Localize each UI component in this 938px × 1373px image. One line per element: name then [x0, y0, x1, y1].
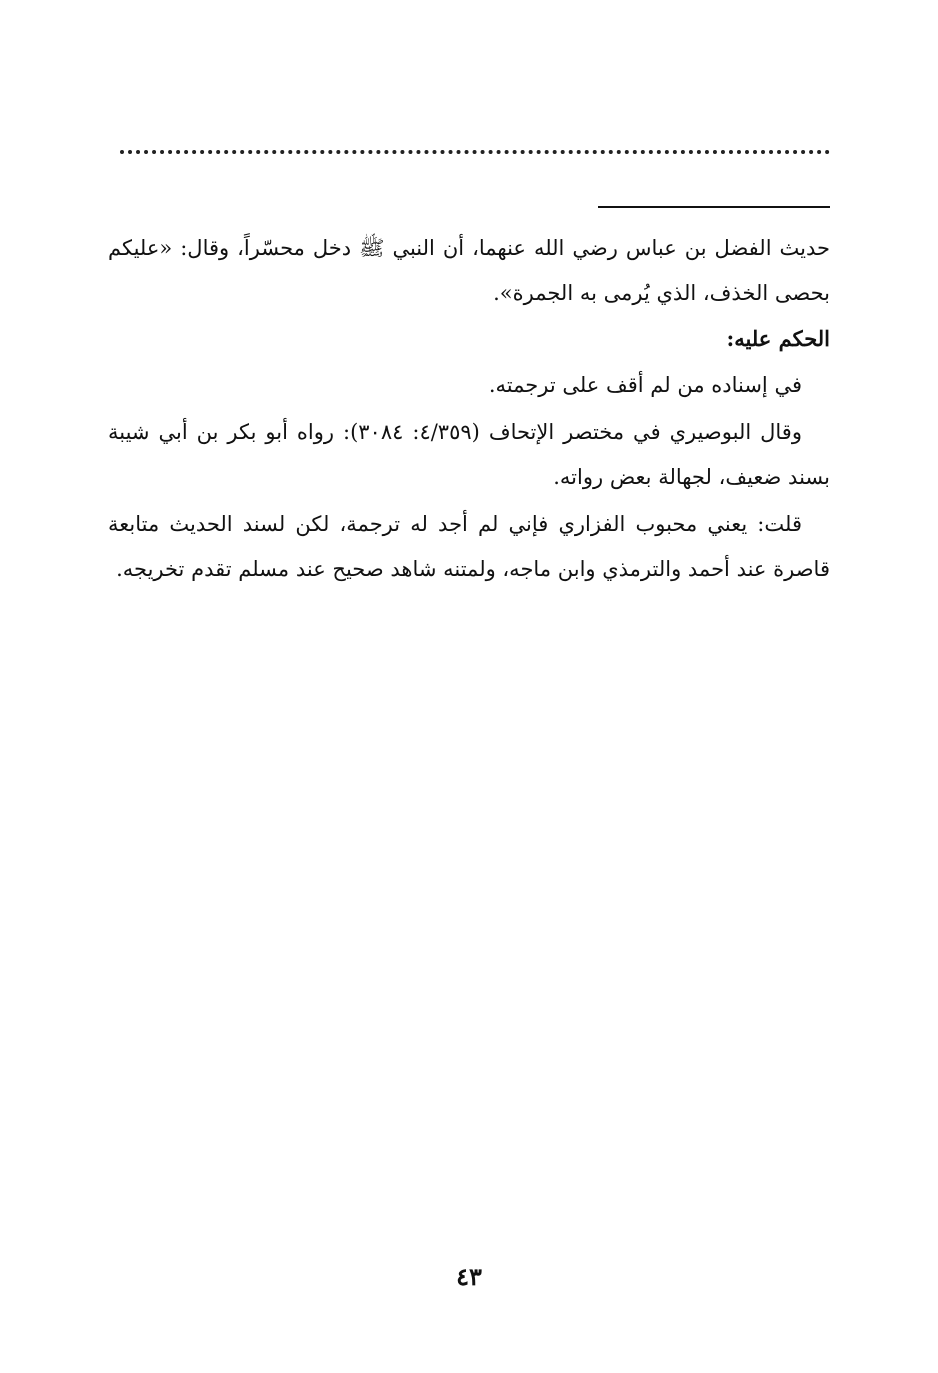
hadith-paragraph: حديث الفضل بن عباس رضي الله عنهما، أن النبي ﷺ دخل محسّراً، وقال: «عليكم بحصى الخذف، الذي يُرمى به الجمرة».: [108, 236, 830, 305]
dotted-divider: [120, 150, 830, 154]
isnad-paragraph: في إسناده من لم أقف على ترجمته.: [488, 373, 802, 397]
ruling-heading: الحكم عليه:: [726, 326, 830, 351]
busiri-paragraph: وقال البوصيري في مختصر الإتحاف (٤/٣٥٩: ٣٠٨٤): رواه أبو بكر بن أبي شيبة بسند ضعيف، لجهالة بعض رواته.: [108, 420, 830, 489]
footnote-separator: [598, 206, 830, 208]
author-paragraph: قلت: يعني محبوب الفزاري فإني لم أجد له ترجمة، لكن لسند الحديث متابعة قاصرة عند أحمد والترمذي وابن ماجه، ولمتنه شاهد صحيح عند مسلم تقدم تخريجه.: [108, 512, 830, 581]
page-number: ٤٣: [456, 1262, 482, 1291]
page-body: [108, 226, 830, 592]
